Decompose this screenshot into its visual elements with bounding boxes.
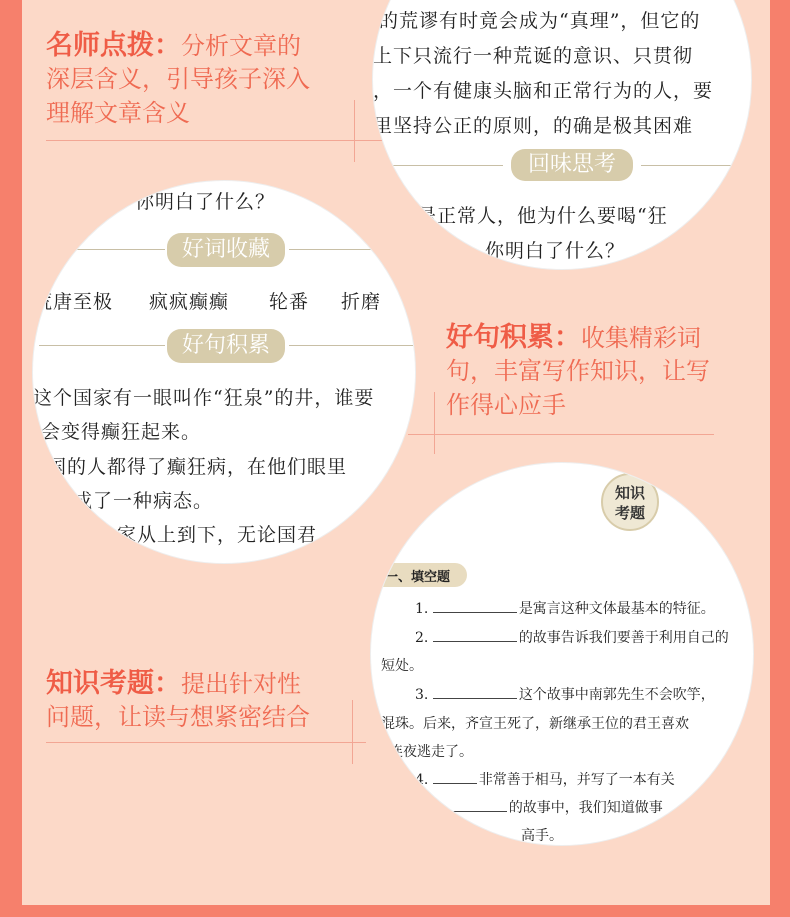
text-line: 上下只流行一种荒诞的意识、只贯彻 [373, 45, 694, 67]
question-text: 非常善于相马，并写了一本有关 [478, 772, 675, 788]
divider [383, 165, 503, 166]
divider [39, 345, 165, 346]
divider [408, 434, 714, 435]
caption-text: 分析文章的 [181, 32, 301, 60]
divider [39, 249, 165, 250]
divider [352, 700, 353, 764]
caption-good-sentences [446, 322, 710, 422]
question-text: 的故事告诉我们要善于利用自己的 [518, 630, 729, 646]
caption-text: 作得心应手 [446, 391, 566, 419]
question-number: 5. [433, 800, 447, 816]
text-line: 的荒谬有时竟会成为“真理”，但它的 [379, 10, 701, 32]
caption-head: 知识考题： [46, 668, 181, 699]
badge-text: 知识 [614, 484, 645, 502]
answer-blank[interactable] [433, 641, 517, 642]
text-line: 会变得癫狂起来。 [41, 421, 202, 443]
question-text: 这个故事中南郭先生不会吹竽， [518, 687, 715, 703]
question-4 [415, 769, 675, 789]
question-text: 是寓言这种文体最基本的特征。 [518, 601, 715, 617]
caption-text: 理解文章含义 [46, 99, 190, 127]
divider [434, 392, 435, 454]
text-line: 里坚持公正的原则，的确是极其困难 [373, 115, 694, 137]
question-5 [433, 797, 663, 817]
text-line: ，你明白了什么？ [465, 240, 626, 262]
divider [289, 249, 413, 250]
answer-blank[interactable] [433, 612, 517, 613]
text-line: 成了一种病态。 [73, 490, 214, 512]
section-label-good-words: 好词收藏 [167, 233, 285, 267]
question-text: 混珠。后来，齐宣王死了，新继承王位的君王喜欢 [381, 716, 689, 732]
question-number: 3. [415, 687, 429, 703]
question-3 [415, 684, 715, 704]
question-number: 1. [415, 601, 429, 617]
text-line: ，你明白了什么？ [115, 191, 276, 213]
caption-text: 问题，让读与想紧密结合 [46, 703, 310, 731]
section-label-reflection: 回味思考 [511, 149, 633, 181]
text-line: ，一个有健康头脑和正常行为的人，要 [373, 80, 714, 102]
section-label-good-sentences: 好句积累 [167, 329, 285, 363]
question-text: 短处。 [381, 658, 423, 674]
question-2 [415, 627, 729, 647]
answer-blank[interactable] [433, 783, 477, 784]
caption-quiz [46, 668, 310, 734]
caption-text: 句，丰富写作知识，让写 [446, 357, 710, 385]
caption-text: 收集精彩词 [581, 324, 701, 352]
caption-text: 深层含义，引导孩子深入 [46, 65, 310, 93]
answer-blank[interactable] [451, 811, 507, 812]
question-text: 连夜逃走了。 [389, 744, 473, 760]
caption-head: 好句积累： [446, 322, 581, 353]
divider [46, 742, 366, 743]
badge-text: 考题 [614, 504, 645, 522]
text-line: 是正常人，他为什么要喝“狂 [417, 205, 668, 227]
question-text: 的故事中，我们知道做事 [508, 800, 663, 816]
question-number: 4. [415, 772, 429, 788]
text-line: 家从上到下，无论国君 [117, 524, 318, 546]
section-heading [371, 563, 467, 587]
word-item: 疯疯癫癫 [149, 291, 230, 313]
word-item: 折磨 [341, 291, 382, 313]
caption-head: 名师点拨： [46, 30, 181, 61]
text-line: 这个国家有一眼叫作“狂泉”的井，谁要 [33, 387, 375, 409]
section-heading-text: 一、填空题 [385, 570, 451, 585]
quiz-badge [601, 473, 659, 531]
question-number: 2. [415, 630, 429, 646]
divider [289, 345, 413, 346]
quiz-circle [370, 462, 754, 846]
text-line: 国的人都得了癫狂病，在他们眼里 [47, 456, 348, 478]
excerpt-circle-vocabulary [32, 180, 416, 564]
divider [46, 140, 406, 141]
divider [354, 100, 355, 162]
caption-expert-tips [46, 30, 310, 130]
answer-blank[interactable] [433, 698, 517, 699]
question-1 [415, 598, 715, 618]
question-text: 高手。 [521, 828, 563, 844]
divider [641, 165, 751, 166]
word-item: 荒唐至极 [33, 291, 114, 313]
caption-text: 提出针对性 [181, 670, 301, 698]
word-item: 轮番 [269, 291, 310, 313]
